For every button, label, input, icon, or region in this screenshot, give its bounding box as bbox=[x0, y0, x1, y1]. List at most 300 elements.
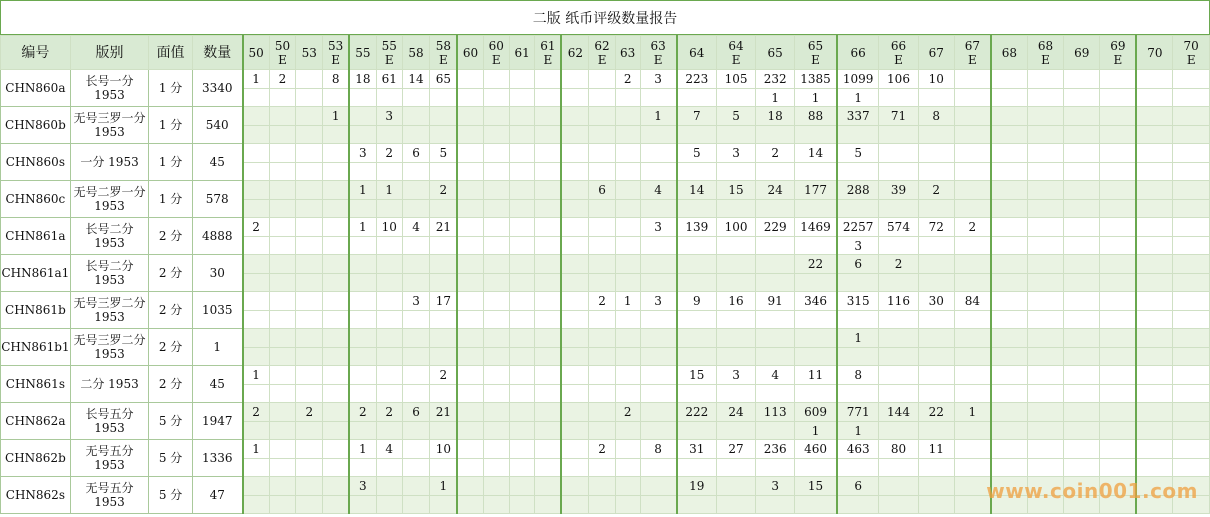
grade-count bbox=[509, 477, 535, 496]
grade-count-sub bbox=[561, 496, 589, 514]
row-variety: 长号一分 1953 bbox=[70, 70, 149, 107]
grade-count bbox=[296, 70, 323, 89]
grade-count bbox=[243, 329, 269, 348]
grade-value: 65 bbox=[807, 38, 824, 53]
grade-count bbox=[457, 70, 483, 89]
grade-count-sub bbox=[402, 422, 429, 440]
grade-count: 223 bbox=[677, 70, 717, 89]
grade-count-sub bbox=[323, 89, 349, 107]
grade-count: 2 bbox=[879, 255, 918, 274]
grade-count-sub bbox=[402, 311, 429, 329]
header-variety: 版别 bbox=[70, 36, 149, 70]
grade-count-sub bbox=[954, 126, 990, 144]
grade-count-sub bbox=[954, 311, 990, 329]
grade-count: 31 bbox=[677, 440, 717, 459]
grade-count: 1385 bbox=[795, 70, 837, 89]
row-variety: 无号二罗一分 1953 bbox=[70, 181, 149, 218]
grade-count bbox=[879, 144, 918, 163]
grade-count bbox=[589, 403, 615, 422]
grade-count bbox=[615, 329, 640, 348]
grade-count-sub bbox=[402, 496, 429, 514]
grade-count: 1 bbox=[349, 181, 376, 200]
grade-count-sub bbox=[615, 163, 640, 181]
grade-count-sub bbox=[991, 274, 1027, 292]
grade-count bbox=[954, 181, 990, 200]
grade-value: 50 bbox=[248, 45, 264, 60]
header-row bbox=[1, 36, 1210, 70]
grade-count bbox=[269, 181, 296, 200]
grade-count: 105 bbox=[717, 70, 756, 89]
grade-count bbox=[615, 440, 640, 459]
grade-count bbox=[1100, 403, 1136, 422]
grade-count: 3 bbox=[402, 292, 429, 311]
row-denomination: 2 分 bbox=[149, 329, 193, 366]
grade-count-sub bbox=[1027, 163, 1063, 181]
grade-count-sub bbox=[640, 237, 676, 255]
grade-count: 61 bbox=[376, 70, 402, 89]
grade-count bbox=[918, 366, 954, 385]
grade-count: 2 bbox=[349, 403, 376, 422]
grade-count bbox=[1173, 255, 1210, 274]
grade-count-sub bbox=[615, 496, 640, 514]
grade-count-sub bbox=[756, 348, 795, 366]
grade-count-sub bbox=[756, 311, 795, 329]
grade-count-sub bbox=[561, 385, 589, 403]
grade-count bbox=[402, 440, 429, 459]
grade-count bbox=[1100, 144, 1136, 163]
table-row bbox=[1, 70, 1210, 89]
grade-count-sub bbox=[561, 237, 589, 255]
grade-count-sub bbox=[430, 237, 458, 255]
grade-count bbox=[1173, 218, 1210, 237]
grade-count bbox=[509, 366, 535, 385]
grade-suffix: E bbox=[384, 52, 394, 67]
grade-count bbox=[402, 329, 429, 348]
grade-count-sub bbox=[615, 126, 640, 144]
grade-count-sub bbox=[991, 385, 1027, 403]
grade-count-sub bbox=[457, 200, 483, 218]
grade-count-sub bbox=[1064, 348, 1100, 366]
grade-count-sub bbox=[1027, 126, 1063, 144]
grade-count bbox=[430, 329, 458, 348]
grade-count: 24 bbox=[756, 181, 795, 200]
grade-count-sub bbox=[918, 200, 954, 218]
grade-count-sub bbox=[918, 163, 954, 181]
grade-count-sub bbox=[349, 237, 376, 255]
grade-count bbox=[269, 366, 296, 385]
grade-count-sub: 1 bbox=[756, 89, 795, 107]
grade-count-sub bbox=[615, 274, 640, 292]
grade-count bbox=[1136, 366, 1172, 385]
grade-count bbox=[954, 255, 990, 274]
grade-count: 6 bbox=[589, 181, 615, 200]
grade-count: 15 bbox=[677, 366, 717, 385]
grade-count-sub bbox=[509, 89, 535, 107]
grade-count bbox=[535, 70, 561, 89]
grade-count bbox=[323, 218, 349, 237]
grade-count bbox=[402, 107, 429, 126]
grade-count-sub bbox=[1136, 385, 1172, 403]
grade-value: 68 bbox=[1001, 45, 1017, 60]
row-code: CHN862b bbox=[1, 440, 71, 477]
grade-count bbox=[615, 255, 640, 274]
row-denomination: 2 分 bbox=[149, 218, 193, 255]
grade-count-sub bbox=[1100, 311, 1136, 329]
grade-count bbox=[1027, 70, 1063, 89]
grade-count: 80 bbox=[879, 440, 918, 459]
grade-count-sub bbox=[509, 200, 535, 218]
grade-count-sub bbox=[1136, 200, 1172, 218]
grade-count-sub bbox=[323, 163, 349, 181]
grade-count: 236 bbox=[756, 440, 795, 459]
grade-count bbox=[483, 477, 509, 496]
grade-count-sub bbox=[269, 200, 296, 218]
grade-count-sub bbox=[402, 200, 429, 218]
grade-count-sub bbox=[615, 348, 640, 366]
grade-count bbox=[483, 218, 509, 237]
row-quantity: 45 bbox=[192, 144, 242, 181]
grade-count-sub bbox=[509, 311, 535, 329]
grade-count-sub bbox=[457, 311, 483, 329]
grade-count-sub bbox=[677, 385, 717, 403]
grade-count-sub bbox=[323, 348, 349, 366]
grade-count-sub bbox=[1173, 422, 1210, 440]
grade-count-sub bbox=[457, 126, 483, 144]
grade-count-sub bbox=[269, 496, 296, 514]
grade-count bbox=[376, 255, 402, 274]
grade-count bbox=[457, 144, 483, 163]
grade-count: 7 bbox=[677, 107, 717, 126]
grade-count bbox=[296, 144, 323, 163]
grade-count-sub bbox=[756, 274, 795, 292]
grade-count-sub bbox=[349, 459, 376, 477]
grade-count-sub bbox=[349, 126, 376, 144]
grade-count: 3 bbox=[349, 477, 376, 496]
grade-count-sub bbox=[1064, 459, 1100, 477]
grade-count bbox=[1064, 403, 1100, 422]
grade-count: 106 bbox=[879, 70, 918, 89]
grade-count bbox=[457, 329, 483, 348]
grade-count bbox=[483, 144, 509, 163]
grade-count-sub bbox=[756, 163, 795, 181]
table-row bbox=[1, 329, 1210, 348]
grade-count bbox=[991, 403, 1027, 422]
row-variety: 二分 1953 bbox=[70, 366, 149, 403]
grade-count-sub bbox=[376, 348, 402, 366]
row-variety: 无号五分 1953 bbox=[70, 477, 149, 514]
grade-count-sub bbox=[430, 496, 458, 514]
grade-count bbox=[483, 181, 509, 200]
grade-count-sub bbox=[1064, 311, 1100, 329]
row-code: CHN861s bbox=[1, 366, 71, 403]
grade-count-sub bbox=[1100, 200, 1136, 218]
grade-count bbox=[954, 440, 990, 459]
row-variety: 长号二分 1953 bbox=[70, 255, 149, 292]
grade-header bbox=[1136, 36, 1172, 70]
grade-count bbox=[243, 181, 269, 200]
grade-count-sub bbox=[457, 422, 483, 440]
grade-header bbox=[589, 36, 615, 70]
grade-count bbox=[640, 477, 676, 496]
grade-count bbox=[402, 366, 429, 385]
report-title: 二版 纸币评级数量报告 bbox=[0, 0, 1210, 35]
row-quantity: 3340 bbox=[192, 70, 242, 107]
grade-count-sub bbox=[430, 459, 458, 477]
grade-count: 460 bbox=[795, 440, 837, 459]
grade-count-sub bbox=[837, 348, 879, 366]
grade-count bbox=[1027, 218, 1063, 237]
grade-count-sub bbox=[677, 89, 717, 107]
grade-count bbox=[509, 70, 535, 89]
grade-count bbox=[483, 366, 509, 385]
grade-count bbox=[640, 403, 676, 422]
grade-value: 63 bbox=[620, 45, 636, 60]
grade-count bbox=[561, 292, 589, 311]
grade-count bbox=[1136, 181, 1172, 200]
grade-count bbox=[269, 255, 296, 274]
grade-count-sub bbox=[509, 163, 535, 181]
grade-count-sub bbox=[349, 200, 376, 218]
grade-count bbox=[535, 366, 561, 385]
row-variety: 一分 1953 bbox=[70, 144, 149, 181]
grade-count-sub: 1 bbox=[795, 89, 837, 107]
grade-count bbox=[589, 329, 615, 348]
grade-count-sub bbox=[483, 311, 509, 329]
grade-count bbox=[879, 329, 918, 348]
grade-count-sub bbox=[677, 422, 717, 440]
grade-count: 113 bbox=[756, 403, 795, 422]
grade-count-sub bbox=[918, 274, 954, 292]
grade-count bbox=[457, 181, 483, 200]
grade-count-sub bbox=[296, 311, 323, 329]
grade-count-sub bbox=[1173, 126, 1210, 144]
grade-count: 22 bbox=[918, 403, 954, 422]
grade-count-sub bbox=[589, 163, 615, 181]
grade-count: 8 bbox=[323, 70, 349, 89]
grade-count-sub bbox=[879, 163, 918, 181]
grade-count-sub bbox=[430, 274, 458, 292]
grade-count-sub bbox=[677, 496, 717, 514]
grade-header bbox=[323, 36, 349, 70]
row-denomination: 5 分 bbox=[149, 403, 193, 440]
row-denomination: 5 分 bbox=[149, 440, 193, 477]
grade-count bbox=[483, 329, 509, 348]
grade-value: 66 bbox=[850, 45, 866, 60]
grade-count bbox=[1064, 440, 1100, 459]
grade-count-sub bbox=[509, 348, 535, 366]
row-denomination: 1 分 bbox=[149, 107, 193, 144]
grade-count bbox=[561, 366, 589, 385]
grade-count bbox=[991, 181, 1027, 200]
grade-count bbox=[954, 329, 990, 348]
grade-count bbox=[535, 218, 561, 237]
grade-count-sub bbox=[991, 422, 1027, 440]
grade-count-sub bbox=[402, 163, 429, 181]
table-row bbox=[1, 144, 1210, 163]
grade-count: 10 bbox=[918, 70, 954, 89]
grade-count-sub bbox=[430, 163, 458, 181]
grade-count bbox=[561, 181, 589, 200]
grade-count-sub bbox=[1136, 311, 1172, 329]
grade-count-sub bbox=[402, 348, 429, 366]
grade-count bbox=[640, 144, 676, 163]
grade-count-sub bbox=[483, 348, 509, 366]
grade-count bbox=[376, 329, 402, 348]
grade-count-sub bbox=[954, 89, 990, 107]
grade-count bbox=[376, 366, 402, 385]
grade-count-sub bbox=[243, 163, 269, 181]
row-variety: 无号三罗二分 1953 bbox=[70, 329, 149, 366]
grade-count-sub bbox=[991, 126, 1027, 144]
grade-count bbox=[296, 107, 323, 126]
grade-count-sub bbox=[561, 274, 589, 292]
grade-count-sub bbox=[756, 459, 795, 477]
grade-count bbox=[323, 403, 349, 422]
grade-count-sub bbox=[535, 89, 561, 107]
grade-count-sub bbox=[402, 274, 429, 292]
grade-count-sub bbox=[457, 89, 483, 107]
grade-count: 2 bbox=[376, 403, 402, 422]
grade-count: 6 bbox=[402, 144, 429, 163]
grade-count-sub bbox=[837, 459, 879, 477]
grade-count-sub bbox=[1027, 422, 1063, 440]
grade-count: 21 bbox=[430, 403, 458, 422]
grade-count: 2 bbox=[589, 440, 615, 459]
grade-count: 315 bbox=[837, 292, 879, 311]
grade-count-sub bbox=[589, 274, 615, 292]
table-body bbox=[1, 70, 1210, 514]
grade-count-sub bbox=[589, 348, 615, 366]
grade-count: 3 bbox=[640, 218, 676, 237]
grade-count bbox=[1136, 107, 1172, 126]
table-row bbox=[1, 107, 1210, 126]
grade-count-sub bbox=[535, 200, 561, 218]
grade-header bbox=[918, 36, 954, 70]
grade-count-sub bbox=[1100, 126, 1136, 144]
grade-count-sub bbox=[535, 459, 561, 477]
grade-count bbox=[323, 292, 349, 311]
row-denomination: 1 分 bbox=[149, 144, 193, 181]
grade-count bbox=[1064, 292, 1100, 311]
grade-suffix: E bbox=[811, 52, 820, 67]
grade-count-sub bbox=[991, 163, 1027, 181]
grade-count bbox=[269, 144, 296, 163]
grade-count bbox=[1173, 403, 1210, 422]
grade-suffix: E bbox=[331, 52, 341, 67]
header-quantity: 数量 bbox=[192, 36, 242, 70]
grade-header bbox=[677, 36, 717, 70]
grade-count bbox=[509, 181, 535, 200]
grade-header bbox=[1173, 36, 1210, 70]
grade-count-sub bbox=[677, 311, 717, 329]
grade-count-sub bbox=[640, 126, 676, 144]
grade-count-sub bbox=[243, 385, 269, 403]
grade-count bbox=[509, 440, 535, 459]
grade-value: 68 bbox=[1037, 38, 1054, 53]
row-quantity: 4888 bbox=[192, 218, 242, 255]
grade-count bbox=[509, 218, 535, 237]
grade-count-sub bbox=[589, 459, 615, 477]
grade-count-sub bbox=[589, 89, 615, 107]
grade-count: 6 bbox=[402, 403, 429, 422]
grade-count bbox=[349, 366, 376, 385]
grade-count bbox=[535, 292, 561, 311]
grade-count-sub bbox=[483, 385, 509, 403]
grade-count-sub bbox=[323, 422, 349, 440]
grade-count: 288 bbox=[837, 181, 879, 200]
grade-count-sub bbox=[640, 163, 676, 181]
grade-count bbox=[879, 366, 918, 385]
grade-count: 3 bbox=[717, 366, 756, 385]
grade-count-sub bbox=[879, 422, 918, 440]
grade-value: 62 bbox=[594, 38, 610, 53]
grade-count: 2 bbox=[918, 181, 954, 200]
grade-header bbox=[509, 36, 535, 70]
grade-count-sub bbox=[717, 348, 756, 366]
grade-count bbox=[615, 366, 640, 385]
grade-value: 67 bbox=[964, 38, 980, 53]
grade-count bbox=[954, 366, 990, 385]
grade-count bbox=[918, 255, 954, 274]
grade-value: 63 bbox=[650, 38, 666, 53]
grade-count-sub bbox=[561, 89, 589, 107]
table-row bbox=[1, 403, 1210, 422]
row-code: CHN860a bbox=[1, 70, 71, 107]
grade-count-sub bbox=[561, 348, 589, 366]
grade-count-sub bbox=[756, 200, 795, 218]
grade-count-sub bbox=[795, 459, 837, 477]
grade-count bbox=[243, 255, 269, 274]
grade-count-sub bbox=[991, 348, 1027, 366]
grade-count: 2 bbox=[430, 181, 458, 200]
grade-count bbox=[535, 403, 561, 422]
grade-count-sub bbox=[615, 311, 640, 329]
grade-count bbox=[1027, 144, 1063, 163]
grade-count: 2 bbox=[376, 144, 402, 163]
grade-count-sub bbox=[991, 459, 1027, 477]
grade-count bbox=[296, 255, 323, 274]
grade-suffix: E bbox=[653, 52, 663, 67]
grade-count-sub: 1 bbox=[837, 422, 879, 440]
grade-value: 58 bbox=[435, 38, 451, 53]
grade-count: 2257 bbox=[837, 218, 879, 237]
grade-count bbox=[561, 255, 589, 274]
grade-count-sub bbox=[269, 459, 296, 477]
grade-count-sub bbox=[954, 200, 990, 218]
grade-count bbox=[1064, 255, 1100, 274]
grade-count-sub bbox=[269, 422, 296, 440]
grade-count bbox=[323, 144, 349, 163]
grade-count bbox=[1173, 70, 1210, 89]
grade-count bbox=[1027, 255, 1063, 274]
grade-count-sub bbox=[323, 496, 349, 514]
grade-count-sub bbox=[535, 422, 561, 440]
grade-count: 2 bbox=[756, 144, 795, 163]
grade-count-sub bbox=[837, 274, 879, 292]
grade-count-sub bbox=[1027, 311, 1063, 329]
grade-count bbox=[918, 477, 954, 496]
grade-count bbox=[615, 477, 640, 496]
grade-count bbox=[589, 218, 615, 237]
grade-count bbox=[296, 292, 323, 311]
grade-count-sub bbox=[918, 311, 954, 329]
grade-count bbox=[561, 107, 589, 126]
row-code: CHN861b1 bbox=[1, 329, 71, 366]
grade-count: 8 bbox=[640, 440, 676, 459]
grade-count bbox=[589, 107, 615, 126]
grade-count-sub bbox=[589, 496, 615, 514]
grade-count bbox=[1173, 181, 1210, 200]
